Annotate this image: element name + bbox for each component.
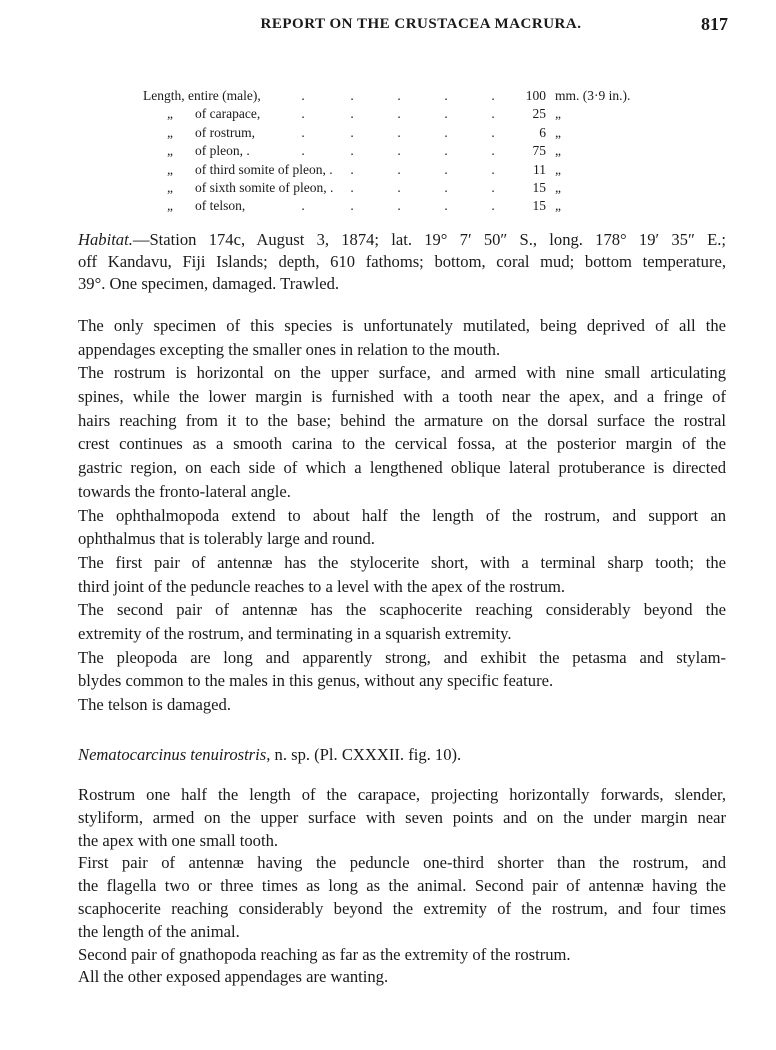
- measurement-value: 15: [532, 198, 546, 214]
- description-paragraph: [78, 693, 726, 717]
- species-reference: , n. sp. (Pl. CXXXII. fig. 10).: [266, 745, 462, 764]
- species-paragraph: [78, 784, 726, 852]
- text-line: spines, while the lower margin is furnished with a tooth near the apex, and a fringe of: [78, 387, 726, 407]
- ditto-mark: „: [167, 106, 173, 122]
- description-paragraph: [78, 361, 726, 503]
- measurement-label: of telson,: [195, 198, 246, 214]
- text-line: the apex with one small tooth.: [78, 830, 279, 850]
- leader-dot: .: [301, 124, 305, 140]
- measurement-label: Length, entire (male),: [143, 88, 261, 103]
- text-line: crest continues as a smooth carina to the cervical fossa, at the posterior margin of the: [78, 434, 726, 454]
- leader-dot: .: [491, 161, 495, 177]
- leader-dot: .: [397, 88, 401, 103]
- measurement-unit: „: [555, 143, 561, 159]
- species-paragraph: [78, 852, 726, 943]
- measurement-label: of pleon, .: [195, 143, 250, 159]
- measurement-unit: mm. (3·9 in.).: [555, 88, 631, 103]
- leader-dot: .: [491, 143, 495, 159]
- text-line: appendages excepting the smaller ones in relation to the mouth.: [78, 339, 501, 359]
- leader-dot: .: [491, 106, 495, 122]
- text-line: the flagella two or three times as long as the animal. Second pair of antennæ having the: [78, 876, 726, 896]
- species-paragraph: [78, 944, 726, 967]
- leader-dot: .: [397, 179, 401, 195]
- text-line: The only specimen of this species is unfortunately mutilated, being deprived of all the: [78, 316, 726, 335]
- page-number: 817: [701, 14, 728, 34]
- measurement-value: 15: [532, 179, 546, 195]
- measurement-label: of third somite of pleon, .: [195, 161, 333, 177]
- leader-dot: .: [444, 124, 448, 140]
- measurement-unit: „: [555, 124, 561, 140]
- description-paragraph: [78, 646, 726, 693]
- text-line: The pleopoda are long and apparently strong, and exhibit the petasma and stylam-: [78, 647, 726, 667]
- leader-dot: .: [350, 124, 354, 140]
- leader-dot: .: [444, 106, 448, 122]
- text-line: First pair of antennæ having the peduncle one-third shorter than the rostrum, and: [78, 853, 726, 873]
- ditto-mark: „: [167, 161, 173, 177]
- text-line: Habitat.—Station 174c, August 3, 1874; lat. 19° 7′ 50″ S., long. 178° 19′ 35″ E.;: [78, 230, 726, 249]
- leader-dot: .: [444, 198, 448, 214]
- text-line: ophthalmus that is tolerably large and round.: [78, 529, 375, 549]
- text-line: scaphocerite reaching considerably beyond the extremity of the rostrum, and four times: [78, 898, 726, 918]
- ditto-mark: „: [167, 143, 173, 159]
- measurement-unit: „: [555, 198, 561, 214]
- leader-dot: .: [444, 88, 448, 103]
- leader-dot: .: [301, 198, 305, 214]
- measurement-value: 75: [532, 143, 546, 159]
- leader-dot: .: [397, 161, 401, 177]
- leader-dot: .: [350, 161, 354, 177]
- leader-dot: .: [491, 198, 495, 214]
- ditto-mark: „: [167, 179, 173, 195]
- text-line: the length of the animal.: [78, 921, 240, 941]
- species-name: Nematocarcinus tenuirostris: [78, 745, 267, 764]
- text-line: The first pair of antennæ has the stylocerite short, with a terminal sharp tooth; the: [78, 553, 726, 572]
- text-line: The telson is damaged.: [78, 695, 231, 715]
- leader-dot: .: [301, 88, 305, 103]
- leader-dot: .: [397, 198, 401, 214]
- leader-dot: .: [397, 143, 401, 159]
- measurement-label: of carapace,: [195, 106, 261, 122]
- description-paragraph: [78, 551, 726, 598]
- text-line: 39°. One specimen, damaged. Trawled.: [78, 274, 340, 293]
- text-line: Rostrum one half the length of the carapace, projecting horizontally forwards, slender,: [78, 785, 726, 804]
- table-row: [143, 198, 663, 216]
- ditto-mark: „: [167, 124, 173, 140]
- table-row: [143, 106, 663, 124]
- table-row: [143, 88, 663, 106]
- description-paragraph: [78, 504, 726, 551]
- table-row: [143, 162, 663, 180]
- leader-dot: .: [350, 143, 354, 159]
- description-paragraph: [78, 314, 726, 361]
- leader-dot: .: [350, 179, 354, 195]
- description-paragraph: [78, 598, 726, 645]
- measurement-value: 25: [532, 106, 546, 122]
- text-line: off Kandavu, Fiji Islands; depth, 610 fathoms; bottom, coral mud; bottom temperature,: [78, 252, 726, 271]
- measurement-value: 6: [539, 124, 546, 140]
- leader-dot: .: [397, 124, 401, 140]
- leader-dot: .: [444, 161, 448, 177]
- habitat-paragraph: [78, 229, 726, 295]
- text-line: All the other exposed appendages are wanting.: [78, 967, 389, 987]
- text-line: extremity of the rostrum, and terminating in a squarish extremity.: [78, 624, 512, 644]
- habitat-label: Habitat.: [78, 230, 133, 249]
- text-line: Second pair of gnathopoda reaching as far as the extremity of the rostrum.: [78, 944, 571, 964]
- text-line: blydes common to the males in this genus, without any specific feature.: [78, 671, 554, 691]
- text-line: gastric region, on each side of which a lengthened oblique lateral protuberance is directed: [78, 458, 726, 478]
- leader-dot: .: [350, 106, 354, 122]
- text-line: The ophthalmopoda extend to about half the length of the rostrum, and support an: [78, 505, 726, 525]
- header-title: REPORT ON THE CRUSTACEA MACRURA.: [260, 16, 582, 32]
- table-row: [143, 125, 663, 143]
- measurement-unit: „: [555, 106, 561, 122]
- leader-dot: .: [491, 179, 495, 195]
- table-row: [143, 180, 663, 198]
- measurement-unit: „: [555, 179, 561, 195]
- leader-dot: .: [491, 124, 495, 140]
- text-line: styliform, armed on the upper surface with seven points and on the under margin near: [78, 807, 726, 827]
- text-line: towards the fronto-lateral angle.: [78, 481, 291, 501]
- text-line: hairs reaching from it to the base; behind the armature on the dorsal surface the rostral: [78, 410, 726, 430]
- leader-dot: .: [301, 143, 305, 159]
- species-heading: [78, 743, 726, 767]
- table-row: [143, 143, 663, 161]
- leader-dot: .: [350, 88, 354, 103]
- measurements-table: [143, 88, 663, 217]
- text-line: The second pair of antennæ has the scaphocerite reaching considerably beyond the: [78, 600, 726, 620]
- measurement-label: of sixth somite of pleon, .: [195, 179, 334, 195]
- measurement-unit: „: [555, 161, 561, 177]
- text-line: The rostrum is horizontal on the upper surface, and armed with nine small articulating: [78, 363, 726, 383]
- leader-dot: .: [350, 198, 354, 214]
- text-line: third joint of the peduncle reaches to a level with the apex of the rostrum.: [78, 576, 566, 596]
- leader-dot: .: [397, 106, 401, 122]
- measurement-value: 100: [525, 88, 546, 103]
- leader-dot: .: [301, 106, 305, 122]
- leader-dot: .: [444, 179, 448, 195]
- leader-dot: .: [444, 143, 448, 159]
- species-paragraph: [78, 966, 726, 989]
- leader-dot: .: [491, 88, 495, 103]
- measurement-value: 11: [533, 161, 546, 177]
- ditto-mark: „: [167, 198, 173, 214]
- measurement-label: of rostrum,: [195, 124, 255, 140]
